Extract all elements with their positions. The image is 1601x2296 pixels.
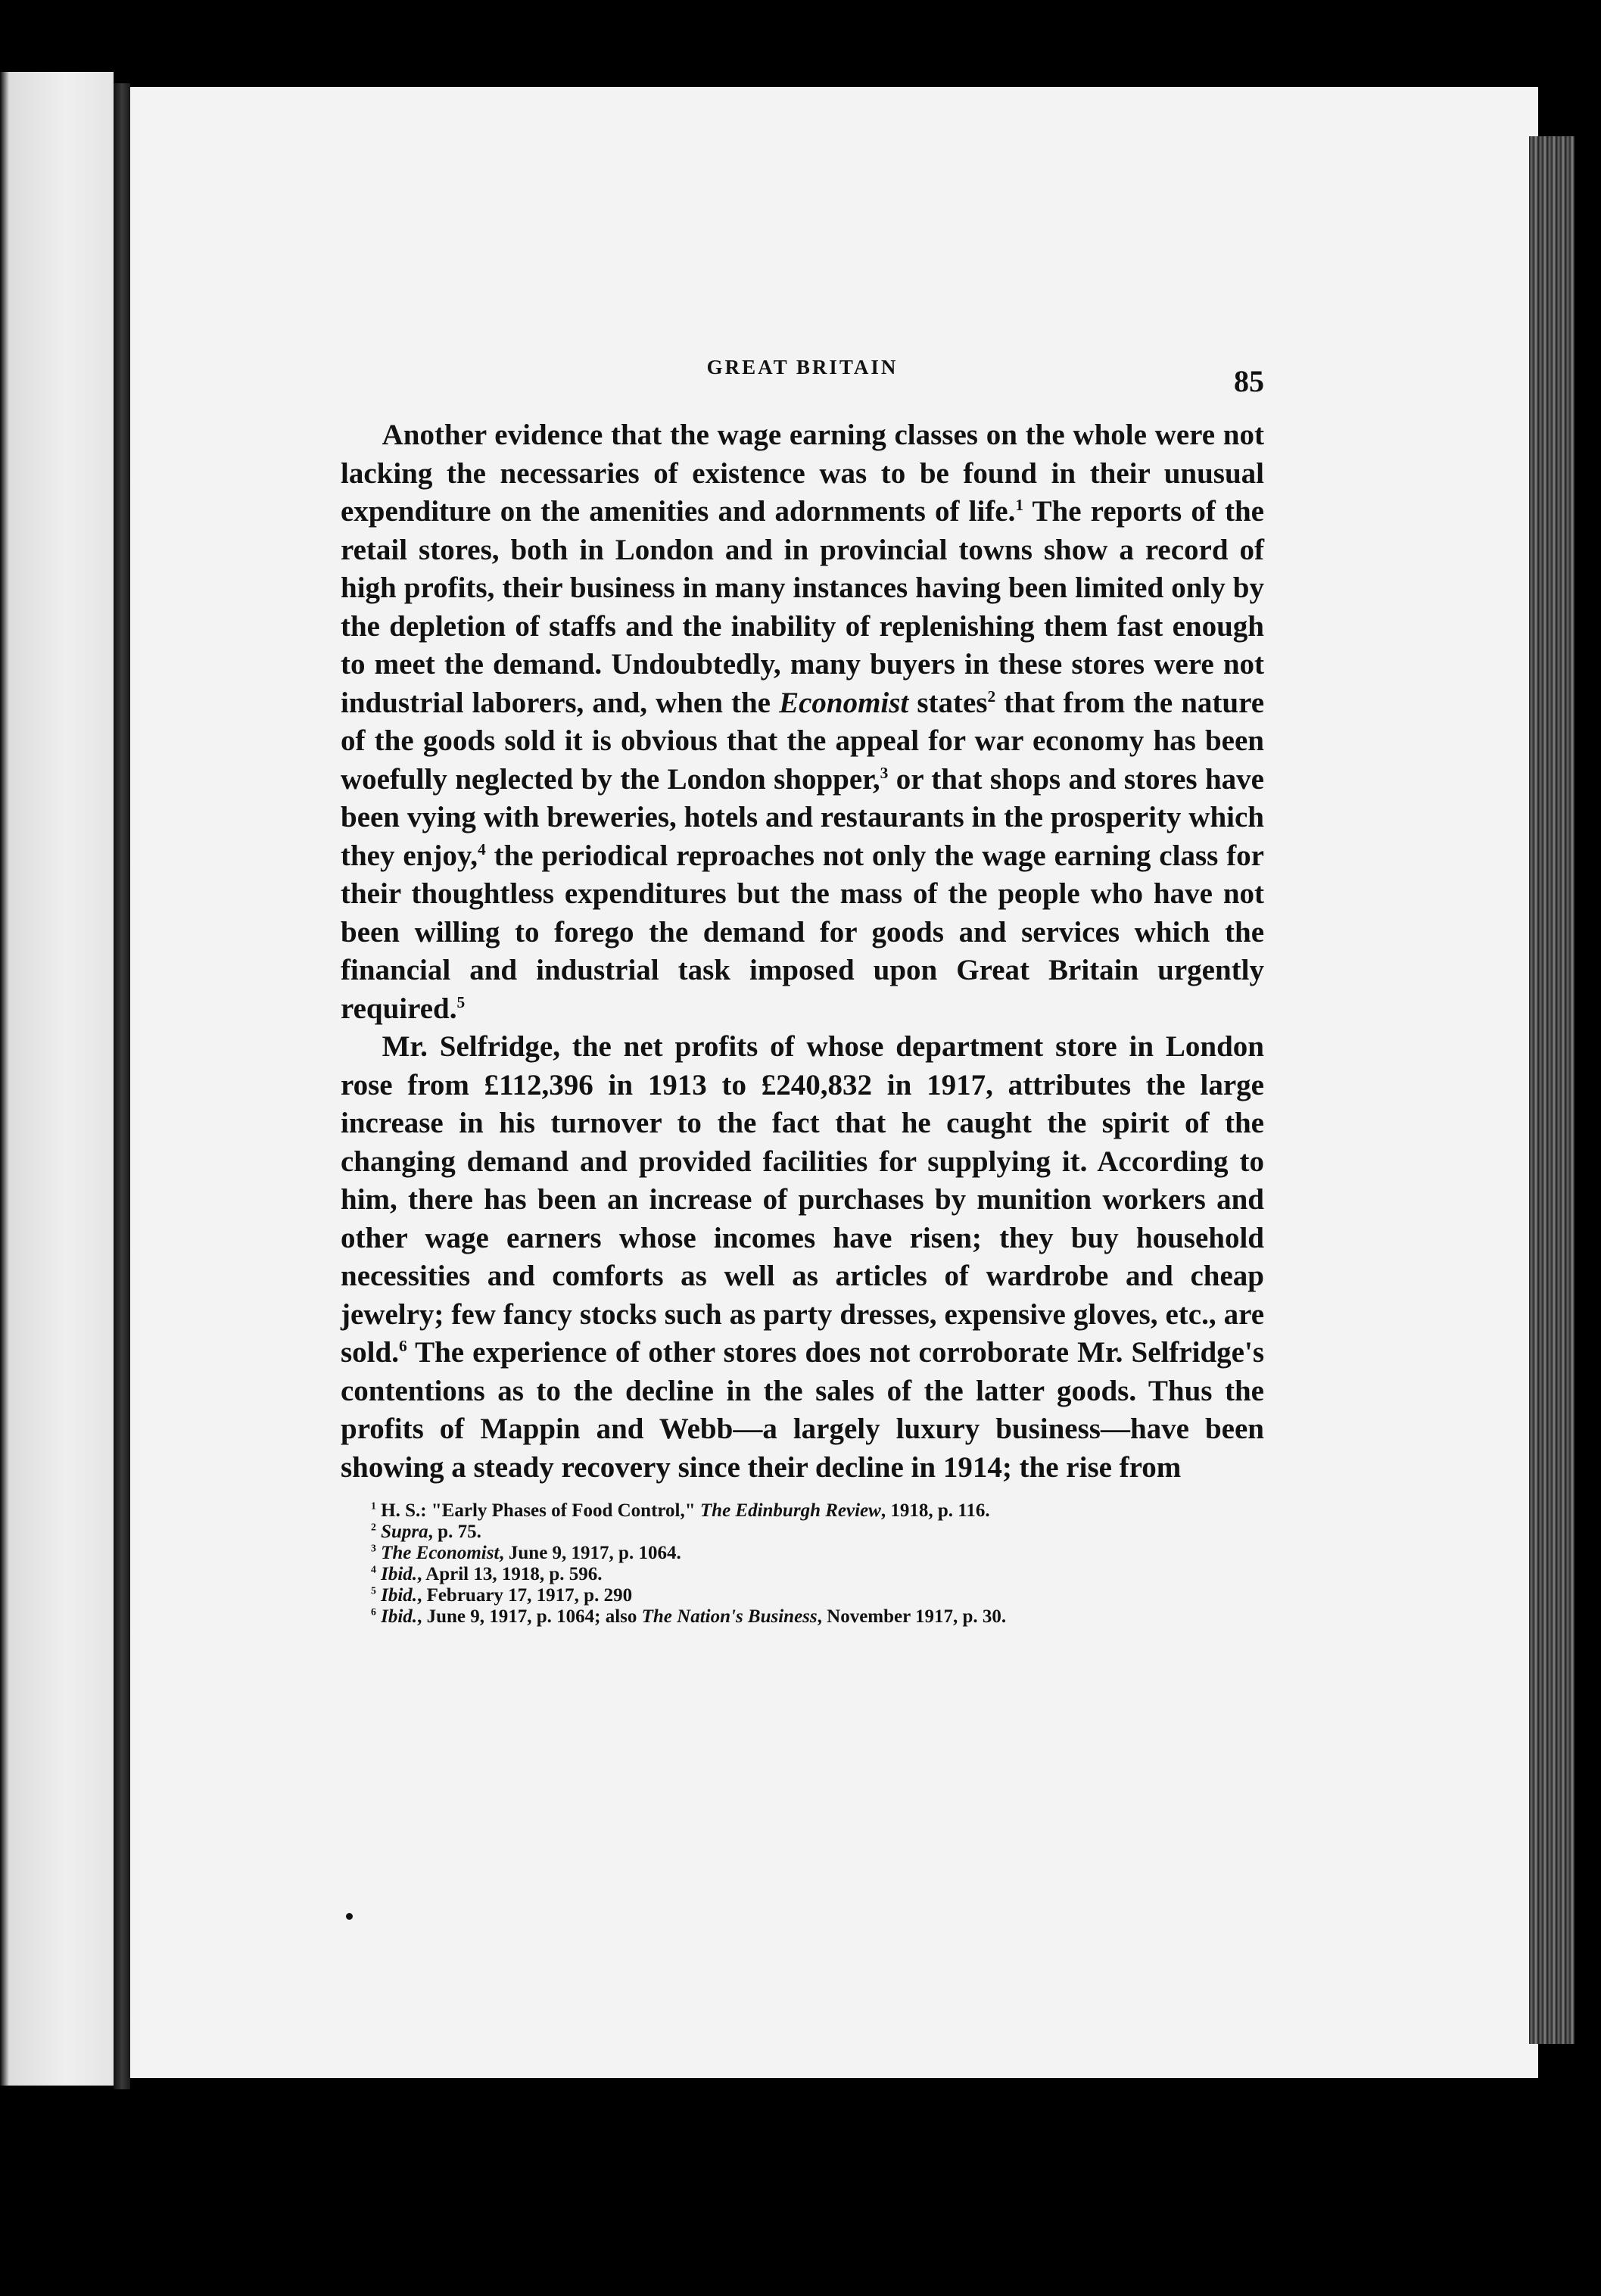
footnote-italic: The Nation's Business [641, 1606, 818, 1627]
running-head [341, 348, 1264, 416]
footnote-5 [341, 1585, 1264, 1606]
footnote-text: , June 9, 1917, p. 1064. [499, 1543, 681, 1563]
ink-dot [346, 1913, 353, 1920]
footnote-italic: Ibid. [381, 1606, 418, 1627]
paragraph-1 [341, 416, 1264, 1028]
text-run: the periodical reproaches not only the wage earning class for their thoughtless expenditures but the mass of the people who have not been willing to forego the demand for goods and services which the financial and industrial task imposed upon Great Britain urgently required. [341, 839, 1264, 1025]
footnote-2 [341, 1522, 1264, 1543]
left-page-edge [0, 72, 114, 2086]
footnote-text: , p. 75. [428, 1522, 481, 1542]
footnote-text: H. S.: "Early Phases of Food Control," [381, 1500, 700, 1521]
text-run: The experience of other stores does not corroborate Mr. Selfridge's contentions as to the decline in the sales of the latter goods. Thus the profits of Mappin and Webb—a largely luxury business—have been showing a steady recovery since their decline in 1914; the rise from [341, 1336, 1264, 1484]
footnote-text: , 1918, p. 116. [880, 1500, 990, 1521]
footnote-3 [341, 1543, 1264, 1564]
footnote-ref: 4 [477, 840, 486, 858]
footnote-italic: The Edinburgh Review [699, 1500, 881, 1521]
footnote-mark: 5 [371, 1584, 376, 1597]
body-text [341, 416, 1264, 1487]
footnote-italic: Ibid. [381, 1585, 418, 1606]
footnote-text: , April 13, 1918, p. 596. [417, 1564, 603, 1584]
page-edge-stack [1529, 136, 1575, 2044]
running-title: GREAT BRITAIN [706, 356, 899, 379]
footnote-1 [341, 1500, 1264, 1522]
page-number: 85 [1234, 364, 1264, 398]
footnote-text: , June 9, 1917, p. 1064; also [417, 1606, 642, 1627]
footnote-italic: The Economist [381, 1543, 500, 1563]
footnote-mark: 6 [371, 1606, 376, 1618]
text-run: Another evidence that the wage earning classes on the whole were not lacking the necessaries of existence was to be found in their unusual expenditure on the amenities and adornments of life. [341, 419, 1264, 528]
italic-title: Economist [779, 686, 909, 719]
footnote-text: , November 1917, p. 30. [817, 1606, 1007, 1627]
text-run: that from the nature of the goods sold it is obvious that the appeal for war economy has been woefully neglected by the London shopper, [341, 686, 1265, 796]
footnote-italic: Supra [381, 1522, 428, 1542]
footnote-6 [341, 1606, 1264, 1628]
text-run: Mr. Selfridge, the net profits of whose department store in London rose from £112,396 in 1913 to £240,832 in 1917, attributes the large increase in his turnover to the fact that he caught the spirit of the changing demand and provided facilities for supplying it. According to him, there has been an increase of purchases by munition workers and other wage earners whose incomes have risen; they buy household necessities and comforts as well as articles of wardrobe and cheap jewelry; few fancy stocks such as party dresses, expensive gloves, etc., are sold. [341, 1030, 1264, 1369]
text-run: The reports of the retail stores, both in London and in provincial towns show a record of high profits, their business in many instances having been limited only by the depletion of staffs and the inability of replenishing them fast enough to meet the demand. Undoubtedly, many buyers in these stores were not industrial laborers, and, when the [341, 495, 1264, 719]
footnote-ref: 3 [880, 763, 889, 782]
text-run: states [908, 686, 988, 719]
footnote-ref: 2 [987, 687, 996, 706]
footnote-4 [341, 1564, 1264, 1585]
footnote-italic: Ibid. [381, 1564, 418, 1584]
footnote-mark: 3 [371, 1542, 376, 1554]
footnotes [341, 1500, 1264, 1628]
page-text-block [341, 348, 1264, 1628]
footnote-mark: 4 [371, 1563, 376, 1575]
book-gutter [114, 83, 130, 2089]
footnote-mark: 2 [371, 1521, 376, 1533]
text-run: or that shops and stores have been vying with breweries, hotels and restaurants in the prosperity which they enjoy, [341, 762, 1264, 872]
footnote-ref: 6 [398, 1337, 407, 1355]
footnote-ref: 1 [1015, 496, 1024, 514]
paragraph-2 [341, 1028, 1264, 1487]
footnote-text: , February 17, 1917, p. 290 [417, 1585, 633, 1606]
footnote-mark: 1 [371, 1500, 376, 1512]
footnote-ref: 5 [456, 992, 466, 1011]
